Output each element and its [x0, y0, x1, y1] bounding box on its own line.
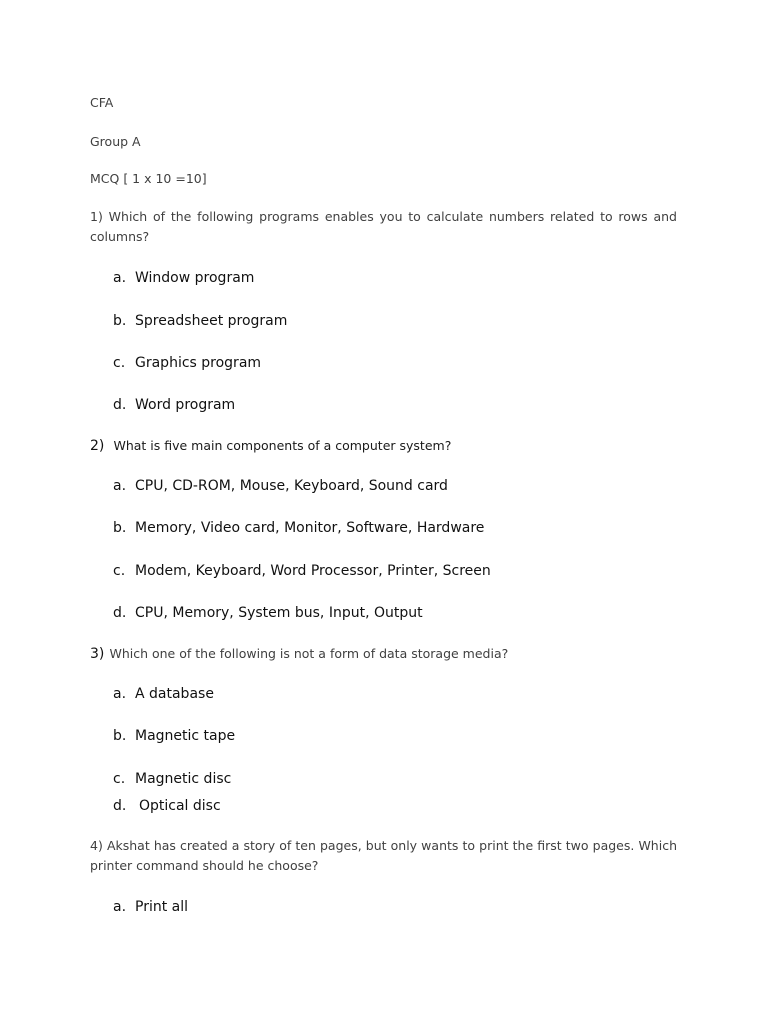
option-text: CPU, Memory, System bus, Input, Output — [135, 605, 423, 621]
option-letter: b. — [113, 728, 127, 744]
question-2-number: 2) — [90, 438, 105, 454]
option-text: Spreadsheet program — [135, 313, 288, 329]
question-1-option-d — [113, 397, 235, 413]
question-1-text: Which of the following programs enables you to calculate numbers related to rows and columns? — [90, 209, 677, 244]
question-2-option-a — [113, 478, 448, 494]
question-3 — [90, 643, 508, 662]
option-letter: a. — [113, 478, 127, 494]
option-letter: d. — [113, 397, 127, 413]
question-4-text: Akshat has created a story of ten pages, but only wants to print the first two pages. Which printer command should he choose? — [90, 838, 677, 873]
question-2 — [90, 435, 451, 454]
option-text: Word program — [135, 397, 236, 413]
option-letter: b. — [113, 520, 127, 536]
option-letter: d. — [113, 798, 127, 814]
option-text: A database — [135, 686, 214, 702]
question-3-option-b — [113, 728, 235, 744]
question-1-option-c — [113, 355, 261, 371]
option-text: Print all — [135, 899, 189, 915]
section-heading: MCQ [ 1 x 10 =10] — [90, 171, 207, 186]
question-2-text: What is five main components of a computer system? — [113, 438, 452, 453]
option-letter: a. — [113, 686, 127, 702]
option-text: Graphics program — [135, 355, 262, 371]
question-1-option-a — [113, 270, 254, 286]
question-3-option-d — [113, 798, 221, 814]
question-3-option-c — [113, 771, 231, 787]
option-letter: b. — [113, 313, 127, 329]
option-text: CPU, CD-ROM, Mouse, Keyboard, Sound card — [135, 478, 448, 494]
question-1-number: 1) — [90, 209, 103, 224]
question-2-option-b — [113, 520, 484, 536]
option-text: Magnetic disc — [135, 771, 232, 787]
question-3-text: Which one of the following is not a form of data storage media? — [109, 646, 509, 661]
option-letter: d. — [113, 605, 127, 621]
question-3-number: 3) — [90, 646, 105, 662]
question-4 — [90, 836, 677, 876]
option-letter: c. — [113, 563, 126, 579]
question-2-option-c — [113, 563, 491, 579]
question-2-option-d — [113, 605, 423, 621]
question-4-option-a — [113, 899, 188, 915]
option-text: Magnetic tape — [135, 728, 236, 744]
course-title: CFA — [90, 95, 114, 110]
option-letter: a. — [113, 899, 127, 915]
option-text: Optical disc — [139, 798, 221, 814]
question-1 — [90, 207, 677, 247]
option-letter: c. — [113, 355, 126, 371]
question-4-number: 4) — [90, 838, 103, 853]
question-1-option-b — [113, 313, 287, 329]
group-heading: Group A — [90, 134, 141, 149]
option-text: Memory, Video card, Monitor, Software, Hardware — [135, 520, 485, 536]
option-text: Window program — [135, 270, 255, 286]
option-text: Modem, Keyboard, Word Processor, Printer, Screen — [135, 563, 491, 579]
question-3-option-a — [113, 686, 214, 702]
option-letter: c. — [113, 771, 126, 787]
option-letter: a. — [113, 270, 127, 286]
